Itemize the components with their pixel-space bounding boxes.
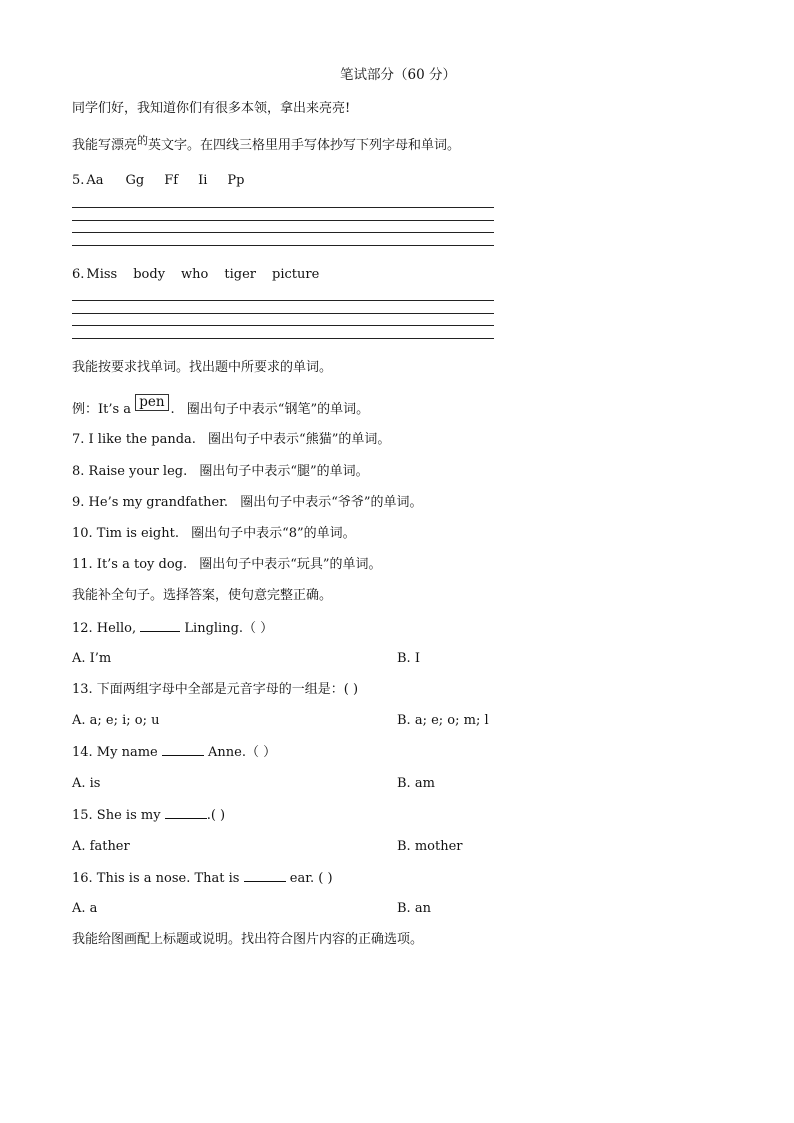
q5-word: Ff [164, 173, 179, 188]
q9-sentence: 9. He’s my grandfather. [72, 495, 229, 510]
q6-word: body [133, 267, 166, 282]
example-row [72, 394, 370, 419]
q6-row [72, 266, 335, 284]
q16-row [72, 869, 333, 888]
example-boxed-word: pen [135, 394, 168, 411]
q15-stem-b: .( ) [206, 808, 226, 823]
page-title: 笔试部分（60 分） [340, 67, 456, 83]
q12-row [72, 619, 273, 638]
section1-instruction-a: 我能写漂亮 [72, 138, 138, 153]
q12-stem-a: 12. Hello, [72, 621, 137, 636]
q15-option-b: B. mother [397, 839, 463, 854]
q7-task: 圈出句子中表示“熊猫”的单词。 [208, 432, 391, 447]
section1-instruction-b: 英文字。在四线三格里用手写体抄写下列字母和单词。 [148, 138, 461, 153]
q13-option-b: B. a; e; o; m; l [397, 713, 489, 728]
section1-instruction [72, 134, 461, 155]
q15-blank [165, 806, 207, 819]
q8-row [72, 463, 369, 481]
q7-sentence: 7. I like the panda. [72, 432, 196, 447]
q14-stem-b: Anne.（ ） [208, 745, 277, 760]
q14-stem-a: 14. My name [72, 745, 158, 760]
section3-instruction: 我能补全句子。选择答案，使句意完整正确。 [72, 588, 333, 603]
q7-row [72, 431, 390, 449]
q14-row [72, 743, 276, 762]
q5-word: Aa [86, 173, 104, 188]
q5-word: Gg [125, 173, 145, 188]
q6-number: 6. [72, 267, 85, 282]
q6-word: tiger [224, 267, 256, 282]
q16-stem-b: ear. ( ) [289, 871, 333, 886]
example-suffix: . [170, 402, 175, 417]
q9-task: 圈出句子中表示“爷爷”的单词。 [240, 495, 423, 510]
q10-task: 圈出句子中表示“8”的单词。 [191, 526, 356, 541]
q15-stem-a: 15. She is my [72, 808, 161, 823]
q11-task: 圈出句子中表示“玩具”的单词。 [199, 557, 382, 572]
q16-option-b: B. an [397, 901, 431, 916]
example-task: 圈出句子中表示“钢笔”的单词。 [186, 402, 370, 417]
q8-task: 圈出句子中表示“腿”的单词。 [199, 464, 369, 479]
q6-word: who [181, 267, 209, 282]
q10-row [72, 525, 356, 543]
q5-row [72, 172, 260, 190]
q15-option-a: A. father [72, 839, 130, 854]
q16-option-a: A. a [72, 901, 98, 916]
q11-sentence: 11. It’s a toy dog. [72, 557, 188, 572]
q12-stem-b: Lingling.（ ） [184, 621, 274, 636]
section1-instruction-sup: 的 [137, 134, 149, 147]
q14-blank [162, 743, 204, 756]
q11-row [72, 556, 382, 574]
q12-option-b: B. I [397, 651, 420, 666]
q5-word: Ii [198, 173, 208, 188]
section4-instruction: 我能给图画配上标题或说明。找出符合图片内容的正确选项。 [72, 932, 424, 947]
q14-option-b: B. am [397, 776, 435, 791]
q8-sentence: 8. Raise your leg. [72, 464, 188, 479]
q12-option-a: A. I’m [72, 651, 112, 666]
q16-blank [244, 869, 286, 882]
example-prefix: 例：It’s a [72, 402, 132, 417]
q12-blank [140, 619, 180, 632]
section2-instruction: 我能按要求找单词。找出题中所要求的单词。 [72, 360, 333, 375]
q15-row [72, 806, 225, 825]
q9-row [72, 494, 423, 512]
q16-stem-a: 16. This is a nose. That is [72, 871, 240, 886]
intro-text: 同学们好，我知道你们有很多本领，拿出来亮亮! [72, 101, 351, 116]
q10-sentence: 10. Tim is eight. [72, 526, 179, 541]
q13-stem: 13. 下面两组字母中全部是元音字母的一组是：( ) [72, 682, 359, 697]
q5-number: 5. [72, 173, 85, 188]
q14-option-a: A. is [72, 776, 101, 791]
q6-word: picture [272, 267, 320, 282]
q6-word: Miss [86, 267, 118, 282]
q5-word: Pp [227, 173, 245, 188]
q13-option-a: A. a; e; i; o; u [72, 713, 160, 728]
